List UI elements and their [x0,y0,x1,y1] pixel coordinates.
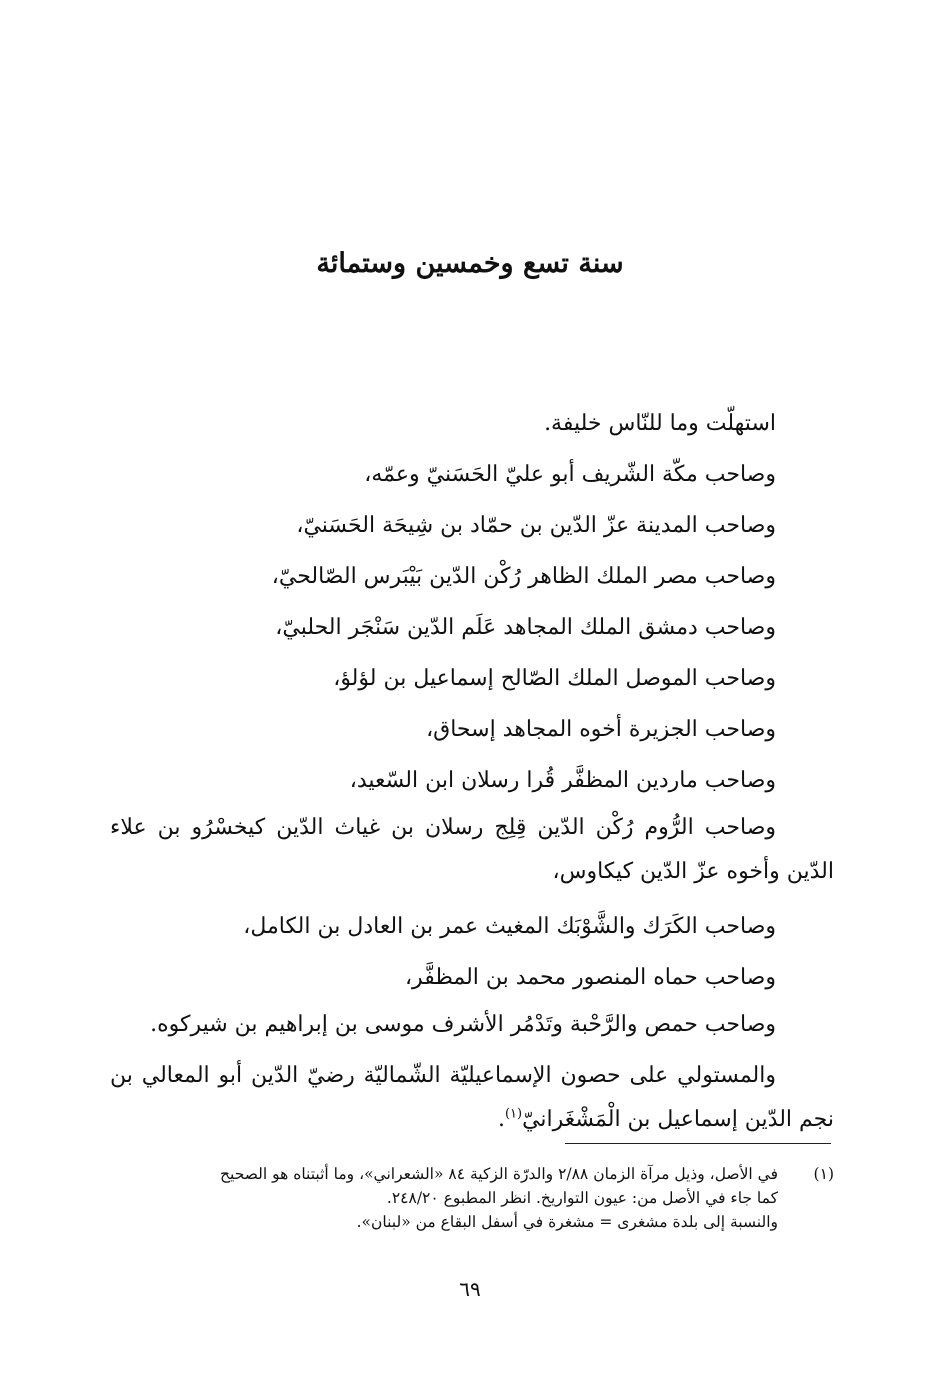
text-line: وصاحب حماه المنصور محمد بن المظفَّر، [404,965,776,990]
footnote-number: (١) [813,1165,834,1183]
paragraph-rum: وصاحب الرُّوم رُكْن الدّين قِلِج رسلان بن غياث الدّين كيخسْرُو بن علاء الدّين وأخوه عزّ الدّين كيكاوس، [110,815,834,884]
text-line: استهلّت وما للنّاس خليفة. [544,411,776,436]
text-line: وصاحب الجزيرة أخوه المجاهد إسحاق، [426,717,776,742]
chapter-title: سنة تسع وخمسين وستمائة [316,248,624,279]
text-line: وصاحب المدينة عزّ الدّين بن حمّاد بن شِيحَة الحَسَنيّ، [296,513,776,538]
paragraph-ismailis-text: والمستولي على حصون الإسماعيليّة الشّماليّة رضيّ الدّين أبو المعالي بن نجم الدّين إسماعيل بن الْمَشْغَرانيّ [110,1063,834,1132]
paragraph-ismailis [110,1054,834,1142]
text-line: وصاحب الموصل الملك الصّالح إسماعيل بن لؤلؤ، [333,666,776,691]
text-line: وصاحب الكَرَك والشَّوْبَك المغيث عمر بن العادل بن الكامل، [243,914,776,939]
page-number: ٦٩ [459,1277,481,1301]
paragraph-hims: وصاحب حمص والرَّحْبة وتَدْمُر الأشرف موسى بن إبراهيم بن شيركوه. [150,1012,776,1037]
footnote-line: كما جاء في الأصل من: عيون التواريخ. انظر المطبوع ٢٤٨/٢٠. [386,1189,778,1207]
text-line: وصاحب ماردين المظفَّر قُرا رسلان ابن السّعيد، [349,768,776,793]
paragraph-end-period: . [497,1107,505,1132]
footnote-body [110,1162,778,1234]
footnote-separator [565,1143,831,1144]
text-line: وصاحب دمشق الملك المجاهد عَلَم الدّين سَنْجَر الحلبيّ، [275,615,776,640]
footnote-entry [110,1162,834,1234]
main-text [110,398,834,1142]
footnote [110,1162,834,1234]
text-line: وصاحب مكّة الشّريف أبو عليّ الحَسَنيّ وعمّه، [364,462,776,487]
footnote-line: والنسبة إلى بلدة مشغرى = مشغرة في أسفل البقاع من «لبنان». [356,1213,778,1231]
footnote-line: في الأصل، وذيل مرآة الزمان ٢/٨٨ والدرّة الزكية ٨٤ «الشعراني»، وما أثبتناه هو الصحيح [220,1165,778,1183]
text-line: وصاحب مصر الملك الظاهر رُكْن الدّين بَيْبَرس الصّالحيّ، [271,564,776,589]
footnote-reference: (١) [504,1106,523,1122]
